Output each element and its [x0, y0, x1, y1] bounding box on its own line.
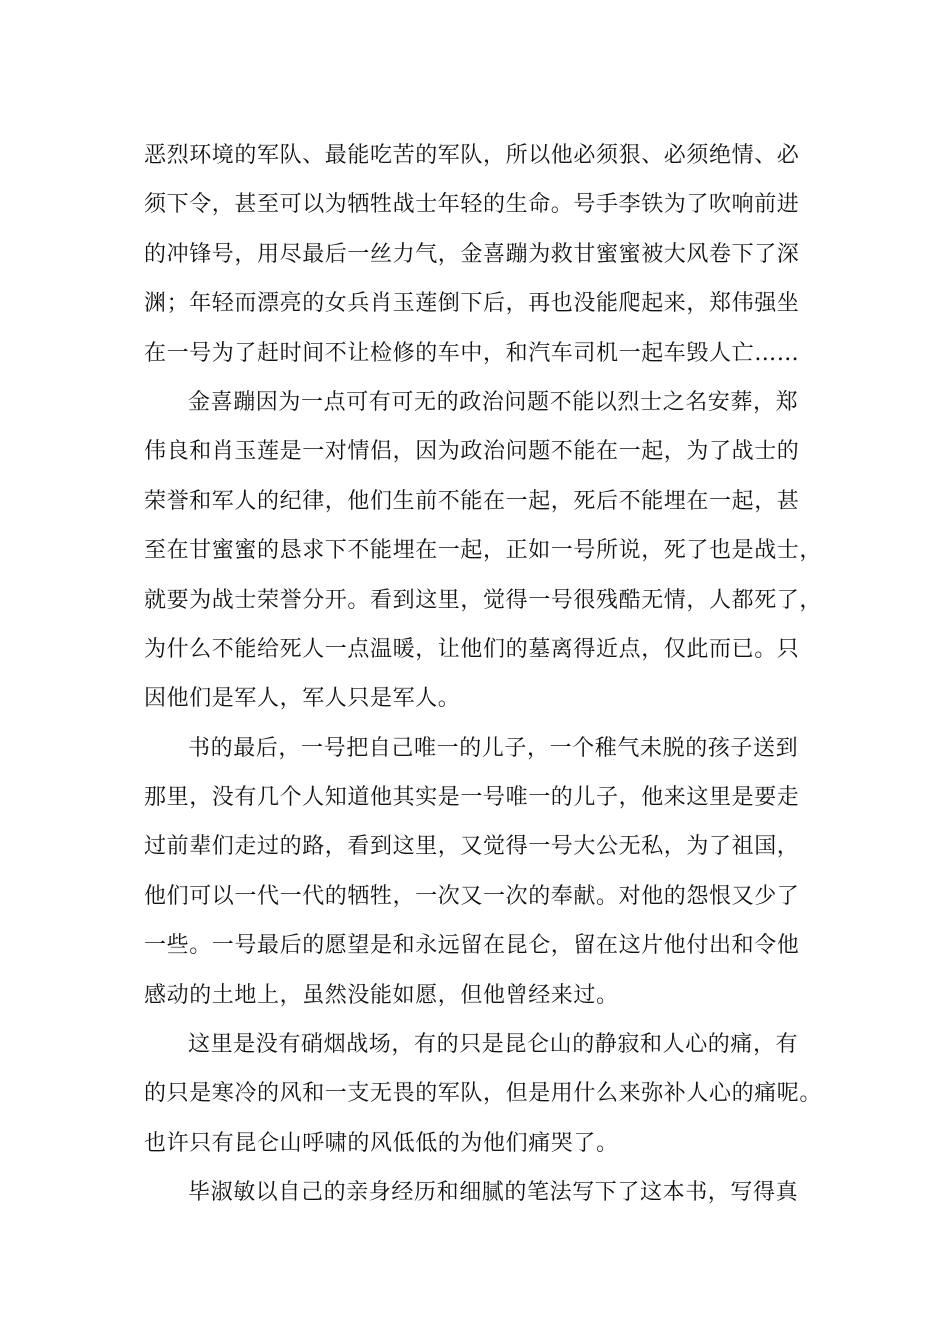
text-line: 因他们是军人，军人只是军人。 — [144, 686, 461, 712]
text-line: 须下令，甚至可以为牺牲战士年轻的生命。号手李铁为了吹响前进 — [144, 192, 800, 218]
text-line: 至在甘蜜蜜的恳求下不能埋在一起，正如一号所说，死了也是战士， — [144, 538, 823, 564]
text-line: 的冲锋号，用尽最后一丝力气，金喜蹦为救甘蜜蜜被大风卷下了深 — [144, 241, 800, 267]
paragraph-start-line: 书的最后，一号把自己唯一的儿子，一个稚气未脱的孩子送到 — [188, 735, 799, 761]
text-line: 感动的土地上，虽然没能如愿，但他曾经来过。 — [144, 982, 619, 1008]
paragraph-start-line: 金喜蹦因为一点可有可无的政治问题不能以烈士之名安葬，郑 — [188, 389, 799, 415]
text-line: 的只是寒冷的风和一支无畏的军队，但是用什么来弥补人心的痛呢。 — [144, 1081, 823, 1107]
text-line: 就要为战士荣誉分开。看到这里，觉得一号很残酷无情，人都死了， — [144, 587, 823, 613]
text-line: 也许只有昆仑山呼啸的风低低的为他们痛哭了。 — [144, 1130, 619, 1156]
text-line: 在一号为了赶时间不让检修的车中，和汽车司机一起车毁人亡…… — [144, 340, 800, 366]
text-line: 渊；年轻而漂亮的女兵肖玉莲倒下后，再也没能爬起来，郑伟强坐 — [144, 291, 800, 317]
paragraph-start-line: 这里是没有硝烟战场，有的只是昆仑山的静寂和人心的痛，有 — [188, 1032, 799, 1058]
text-line: 荣誉和军人的纪律，他们生前不能在一起，死后不能埋在一起，甚 — [144, 488, 800, 514]
paragraph-start-line: 毕淑敏以自己的亲身经历和细腻的笔法写下了这本书，写得真 — [188, 1180, 799, 1206]
text-line: 伟良和肖玉莲是一对情侣，因为政治问题不能在一起，为了战士的 — [144, 439, 800, 465]
text-line: 一些。一号最后的愿望是和永远留在昆仑，留在这片他付出和令他 — [144, 933, 800, 959]
body-text — [144, 131, 823, 1218]
text-line: 他们可以一代一代的牺牲，一次又一次的奉献。对他的怨恨又少了 — [144, 883, 800, 909]
text-line: 那里，没有几个人知道他其实是一号唯一的儿子，他来这里是要走 — [144, 785, 800, 811]
text-line: 为什么不能给死人一点温暖，让他们的墓离得近点，仅此而已。只 — [144, 636, 800, 662]
text-line: 恶烈环境的军队、最能吃苦的军队，所以他必须狠、必须绝情、必 — [144, 143, 800, 168]
text-line: 过前辈们走过的路，看到这里，又觉得一号大公无私，为了祖国， — [144, 834, 800, 860]
